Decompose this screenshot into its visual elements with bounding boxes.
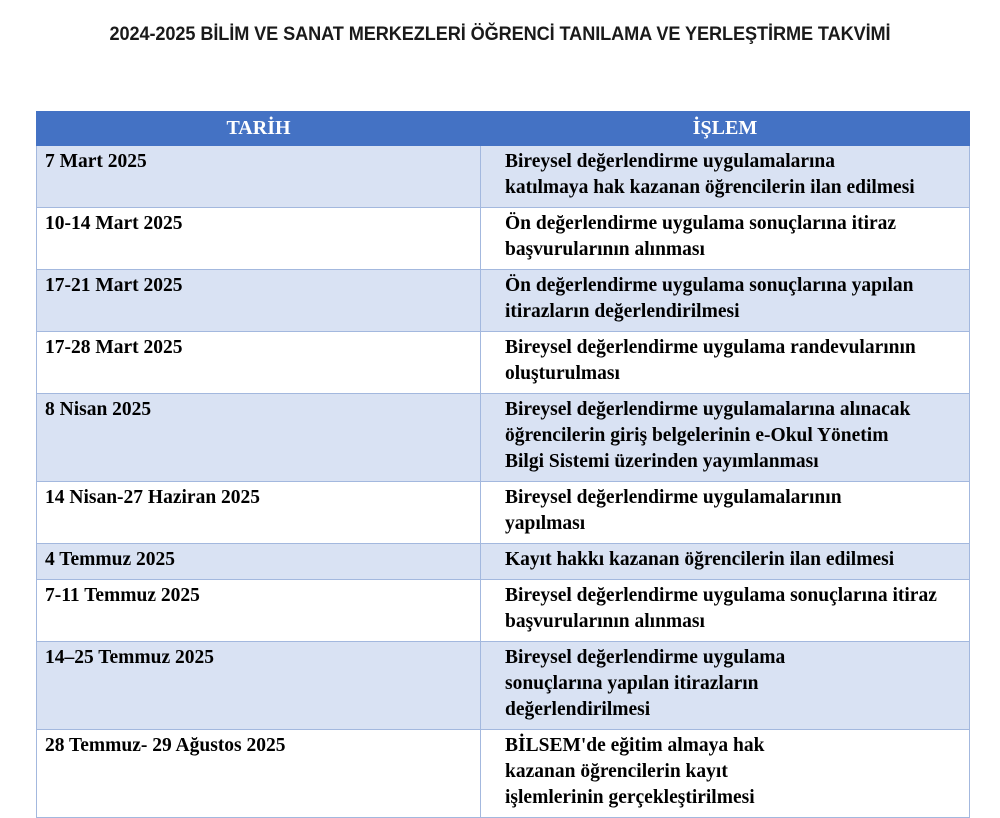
cell-task-line: BİLSEM'de eğitim almaya hak xyxy=(505,735,765,756)
table-header-row xyxy=(37,112,970,146)
column-header-task: İŞLEM xyxy=(481,112,970,146)
table-row xyxy=(37,270,970,332)
cell-date: 14 Nisan-27 Haziran 2025 xyxy=(37,482,481,544)
table-body xyxy=(37,146,970,818)
table-row xyxy=(37,146,970,208)
cell-task-line: Ön değerlendirme uygulama sonuçlarına yapılan xyxy=(505,275,914,296)
cell-task xyxy=(481,146,970,208)
cell-task xyxy=(481,580,970,642)
table-row xyxy=(37,482,970,544)
column-header-date: TARİH xyxy=(37,112,481,146)
cell-task-line: Bireysel değerlendirme uygulamalarının xyxy=(505,487,842,508)
cell-task-line: Bilgi Sistemi üzerinden yayımlanması xyxy=(505,451,819,472)
cell-task xyxy=(481,482,970,544)
cell-task xyxy=(481,332,970,394)
cell-task xyxy=(481,270,970,332)
cell-task-line: Bireysel değerlendirme uygulama sonuçlarına itiraz xyxy=(505,585,937,606)
cell-task-line: katılmaya hak kazanan öğrencilerin ilan edilmesi xyxy=(505,177,915,198)
table-row xyxy=(37,642,970,730)
cell-task xyxy=(481,394,970,482)
cell-task xyxy=(481,642,970,730)
calendar-table xyxy=(36,111,970,818)
table-header xyxy=(37,112,970,146)
cell-task xyxy=(481,544,970,580)
cell-task-line: işlemlerinin gerçekleştirilmesi xyxy=(505,787,755,808)
cell-date: 28 Temmuz- 29 Ağustos 2025 xyxy=(37,730,481,818)
table-row xyxy=(37,394,970,482)
calendar-table-container xyxy=(36,111,969,818)
page-title: 2024-2025 BİLİM VE SANAT MERKEZLERİ ÖĞRENCİ TANILAMA VE YERLEŞTİRME TAKVİMİ xyxy=(109,23,891,45)
cell-task-line: Bireysel değerlendirme uygulamalarına alınacak xyxy=(505,399,911,420)
table-row xyxy=(37,208,970,270)
cell-date: 4 Temmuz 2025 xyxy=(37,544,481,580)
table-row xyxy=(37,332,970,394)
cell-task-line: kazanan öğrencilerin kayıt xyxy=(505,761,728,782)
table-row xyxy=(37,730,970,818)
table-row xyxy=(37,580,970,642)
cell-task-line: Kayıt hakkı kazanan öğrencilerin ilan edilmesi xyxy=(505,549,895,570)
cell-task-line: itirazların değerlendirilmesi xyxy=(505,301,740,322)
cell-date: 17-21 Mart 2025 xyxy=(37,270,481,332)
cell-task-line: değerlendirilmesi xyxy=(505,699,651,720)
cell-task xyxy=(481,730,970,818)
cell-task-line: başvurularının alınması xyxy=(505,611,705,632)
cell-task-line: sonuçlarına yapılan itirazların xyxy=(505,673,759,694)
cell-task-line: başvurularının alınması xyxy=(505,239,705,260)
cell-task xyxy=(481,208,970,270)
cell-date: 8 Nisan 2025 xyxy=(37,394,481,482)
cell-task-line: Bireysel değerlendirme uygulama xyxy=(505,647,786,668)
cell-date: 7 Mart 2025 xyxy=(37,146,481,208)
cell-date: 17-28 Mart 2025 xyxy=(37,332,481,394)
cell-task-line: Ön değerlendirme uygulama sonuçlarına itiraz xyxy=(505,213,897,234)
cell-task-line: Bireysel değerlendirme uygulamalarına xyxy=(505,151,836,172)
cell-task-line: Bireysel değerlendirme uygulama randevularının xyxy=(505,337,916,358)
cell-date: 7-11 Temmuz 2025 xyxy=(37,580,481,642)
cell-date: 14–25 Temmuz 2025 xyxy=(37,642,481,730)
cell-task-line: oluşturulması xyxy=(505,363,620,384)
cell-date: 10-14 Mart 2025 xyxy=(37,208,481,270)
cell-task-line: yapılması xyxy=(505,513,586,534)
cell-task-line: öğrencilerin giriş belgelerinin e-Okul Yönetim xyxy=(505,425,889,446)
table-row xyxy=(37,544,970,580)
